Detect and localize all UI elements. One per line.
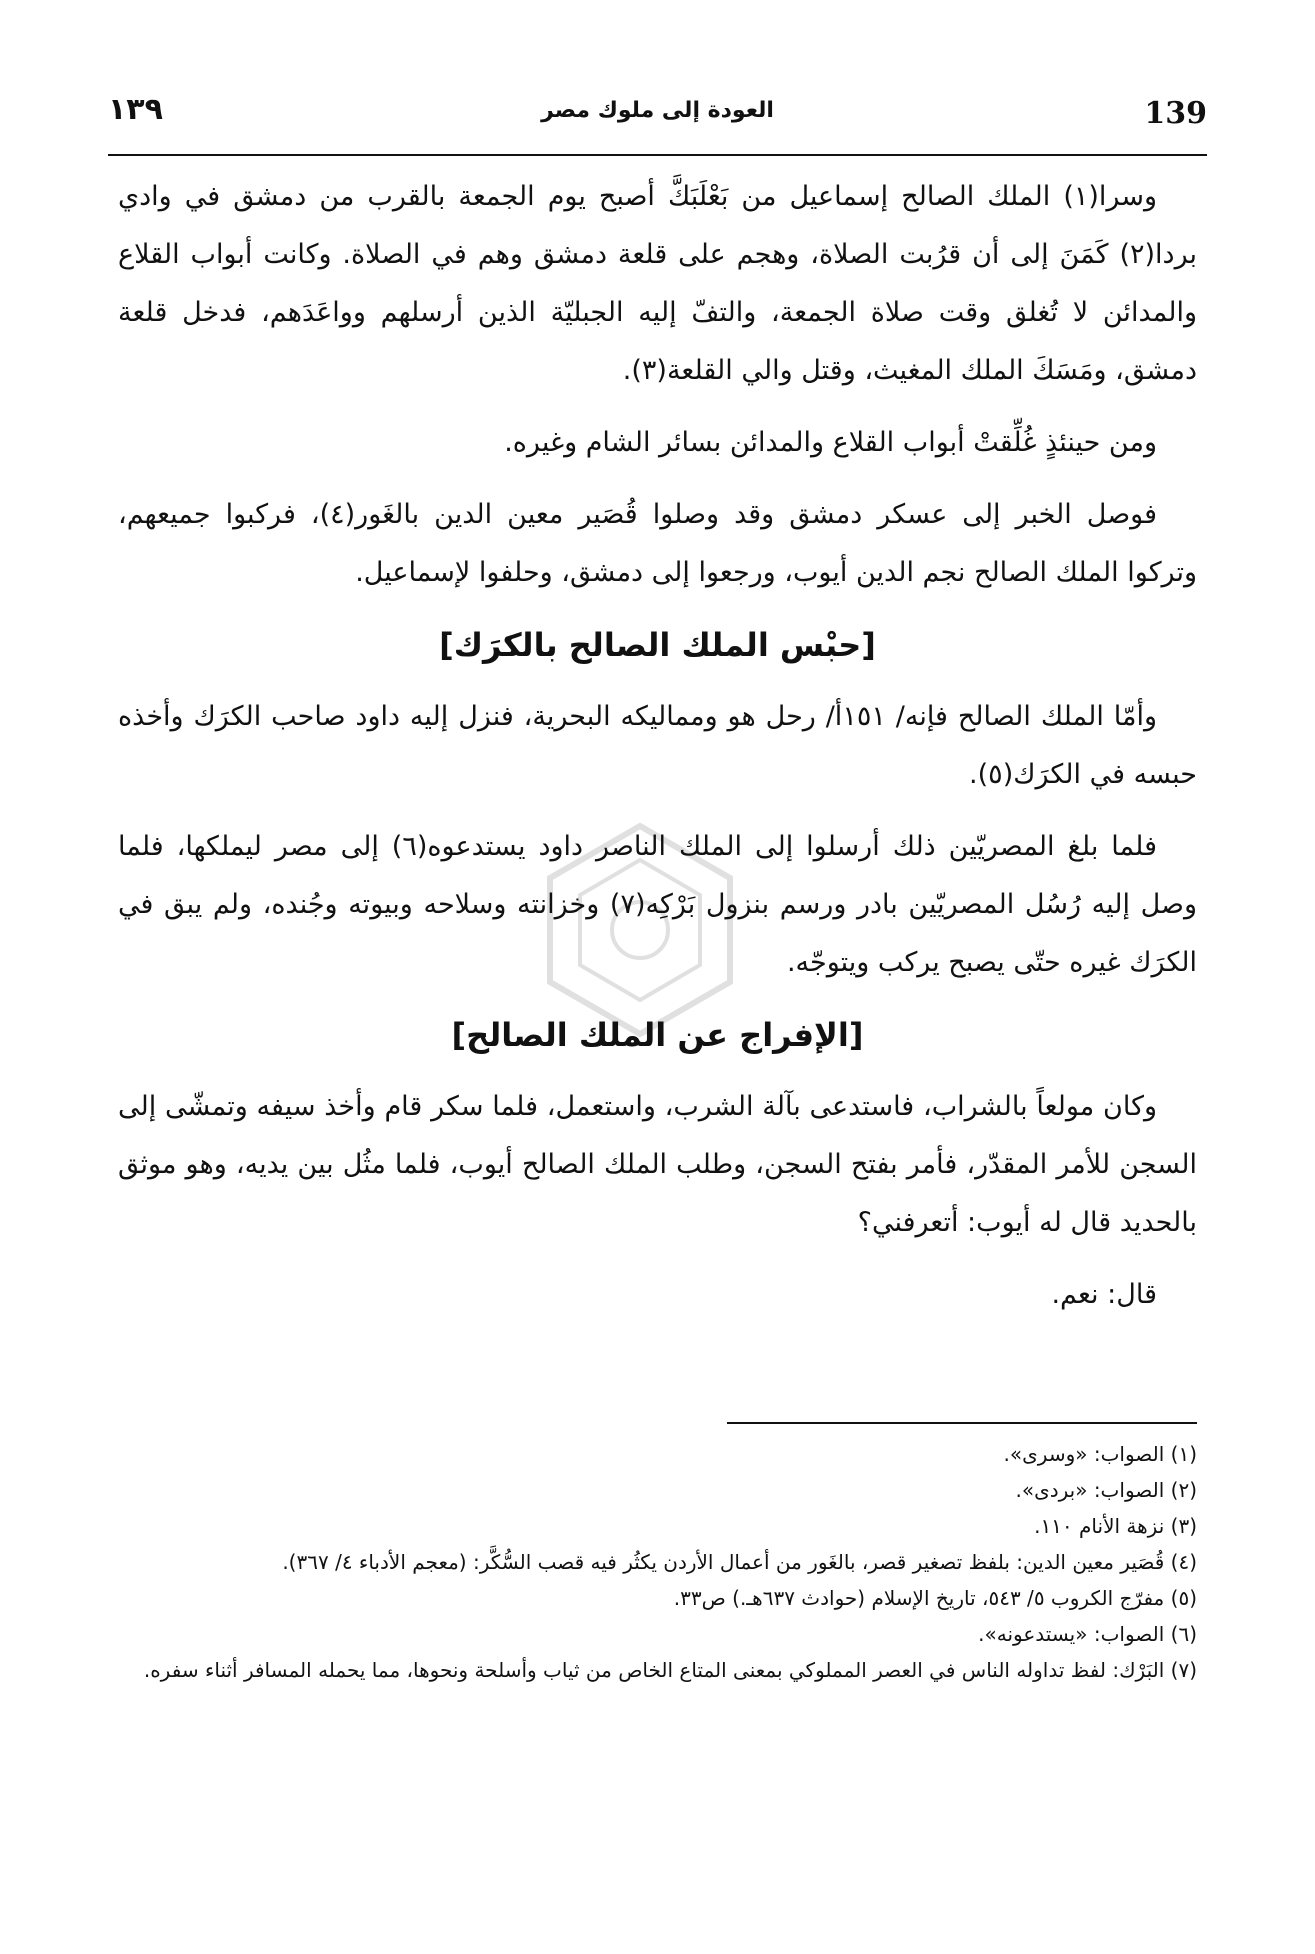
page-number-latin: 139 xyxy=(1144,96,1207,131)
paragraph-1: وسرا(١) الملك الصالح إسماعيل من بَعْلَبَكَّ أصبح يوم الجمعة بالقرب من دمشق في وادي بردا(٢) كَمَنَ إلى أن قرُبت الصلاة، وهجم على قلعة دمشق وهم في الصلاة. وكانت أبواب القلاع والمدائن لا تُغلق وقت صلاة الجمعة، والتفّ إليه الجبليّة الذين أرسلهم وواعَدَهم، فدخل قلعة دمشق، ومَسَكَ الملك المغيث، وقتل والي القلعة(٣). xyxy=(118,181,1197,386)
paragraph-2: ومن حينئذٍ غُلِّقتْ أبواب القلاع والمدائن بسائر الشام وغيره. xyxy=(504,427,1157,458)
footnote-4: (٤) قُصَير معين الدين: بلفظ تصغير قصر، بالغَور من أعمال الأردن يكثُر فيه قصب السُّكَّر: (معجم الأدباء ٤/ ٣٦٧). xyxy=(282,1550,1197,1574)
paragraph-3: فوصل الخبر إلى عسكر دمشق وقد وصلوا قُصَير معين الدين بالغَور(٤)، فركبوا جميعهم، وتركوا الملك الصالح نجم الدين أيوب، ورجعوا إلى دمشق، وحلفوا لإسماعيل. xyxy=(118,499,1197,588)
footnote-5: (٥) مفرّج الكروب ٥/ ٥٤٣، تاريخ الإسلام (حوادث ٦٣٧هـ.) ص٣٣. xyxy=(673,1586,1197,1610)
section-heading-1: [حبْس الملك الصالح بالكرَك] xyxy=(439,626,876,664)
footnote-divider xyxy=(727,1422,1197,1424)
footnote-7: (٧) البَرْك: لفظ تداوله الناس في العصر المملوكي بمعنى المتاع الخاص من ثياب وأسلحة ونحوها، مما يحمله المسافر أثناء سفره. xyxy=(143,1658,1197,1682)
footnote-1: (١) الصواب: «وسرى». xyxy=(1003,1442,1197,1466)
paragraph-4: وأمّا الملك الصالح فإنه/ ١٥١أ/ رحل هو ومماليكه البحرية، فنزل إليه داود صاحب الكرَك وأخذه حبسه في الكرَك(٥). xyxy=(118,701,1197,790)
page-header xyxy=(108,92,1207,156)
section-heading-2: [الإفراج عن الملك الصالح] xyxy=(451,1016,864,1054)
main-text xyxy=(118,168,1197,1338)
footnotes xyxy=(118,1436,1197,1688)
paragraph-5: فلما بلغ المصريّين ذلك أرسلوا إلى الملك الناصر داود يستدعوه(٦) إلى مصر ليملكها، فلما وصل إليه رُسُل المصريّين بادر ورسم بنزول بَرْكِه(٧) وخزانته وسلاحه وبيوته وجُنده، ولم يبق في الكرَك غيره حتّى يصبح يركب ويتوجّه. xyxy=(118,831,1197,978)
paragraph-7: قال: نعم. xyxy=(1051,1279,1157,1310)
page-number-arabic: ١٣٩ xyxy=(108,92,163,127)
footnote-2: (٢) الصواب: «بردى». xyxy=(1015,1478,1197,1502)
running-title: العودة إلى ملوك مصر xyxy=(541,98,774,123)
footnote-6: (٦) الصواب: «يستدعونه». xyxy=(978,1622,1197,1646)
footnote-3: (٣) نزهة الأنام ١١٠. xyxy=(1034,1514,1197,1538)
paragraph-6: وكان مولعاً بالشراب، فاستدعى بآلة الشرب، واستعمل، فلما سكر قام وأخذ سيفه وتمشّى إلى السجن للأمر المقدّر، فأمر بفتح السجن، وطلب الملك الصالح أيوب، فلما مثُل بين يديه، وهو موثق بالحديد قال له أيوب: أتعرفني؟ xyxy=(118,1091,1197,1238)
